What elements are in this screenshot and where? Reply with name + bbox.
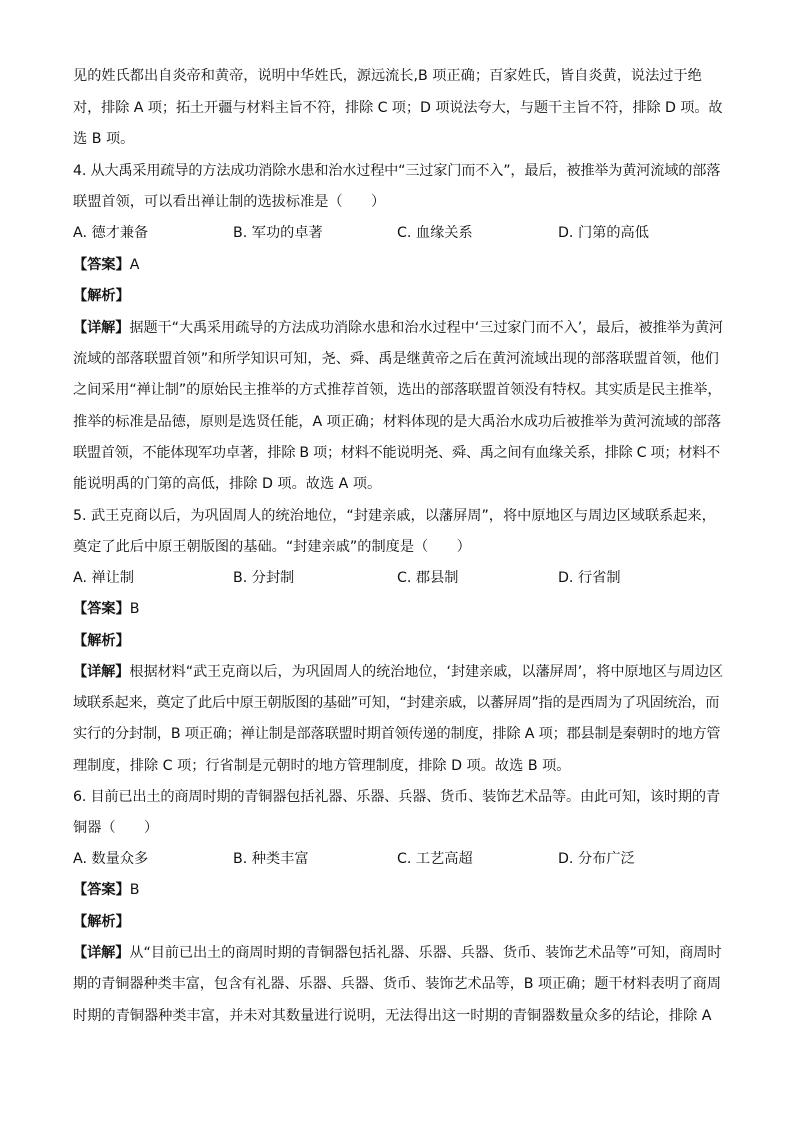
text-line: 联盟首领，不能体现军功卓著，排除 B 项；材料不能说明尧、舜、禹之间有血缘关系，排除 C 项；材料不: [73, 445, 720, 461]
text-line: 实行的分封制，B 项正确；禅让制是部落联盟时期首领传递的制度，排除 A 项；郡县制是秦朝时的地方管: [73, 726, 721, 742]
question-4-stem: 4. 从大禹采用疏导的方法成功消除水患和治水过程中“三过家门而不入”，最后，被推举为黄河流域的部落: [73, 163, 721, 179]
question-6-analysis-tag: [73, 912, 130, 932]
question-4-option-b: B. 军功的卓著: [233, 225, 323, 241]
question-4-answer: [73, 255, 139, 275]
analysis-tag: 【解析】: [73, 288, 130, 304]
question-5-option-c: C. 郡县制: [397, 570, 459, 586]
question-5-analysis-tag: [73, 631, 130, 651]
detail-text: 从“目前已出土的商周时期的青铜器包括礼器、乐器、兵器、货币、装饰艺术品等”可知，商周时: [129, 945, 722, 961]
text-line: 域联系起来，奠定了此后中原王朝版图的基础”可知，“封建亲戚，以蕃屏周”指的是西周为了巩固统治，而: [73, 695, 720, 711]
answer-value: A: [129, 257, 140, 273]
answer-value: B: [129, 601, 140, 617]
text-line: 见的姓氏都出自炎帝和黄帝，说明中华姓氏，源远流长,B 项正确；百家姓氏，皆自炎黄，说法过于绝: [73, 68, 702, 84]
text-line: 对，排除 A 项；拓土开疆与材料主旨不符，排除 C 项；D 项说法夸大，与题干主旨不符，排除 D 项。故: [73, 100, 723, 116]
question-4-option-c: C. 血缘关系: [397, 225, 473, 241]
question-5-stem: 奠定了此后中原王朝版图的基础。“封建亲戚”的制度是（ ）: [73, 539, 471, 555]
question-5-detail: [73, 662, 723, 682]
question-6-answer: [73, 880, 140, 900]
text-line: 理制度，排除 C 项；行省制是元朝时的地方管理制度，排除 D 项。故选 B 项。: [73, 758, 571, 774]
question-5-stem: 5. 武王克商以后，为巩固周人的统治地位，“封建亲戚，以藩屏周”，将中原地区与周边区域联系起来，: [73, 508, 716, 524]
text-line: 能说明禹的门第的高低，排除 D 项。故选 A 项。: [73, 476, 382, 492]
question-4-option-a: A. 德才兼备: [73, 225, 149, 241]
question-6-option-d: D. 分布广泛: [558, 851, 635, 867]
detail-tag: 【详解】: [73, 664, 130, 680]
question-6-stem: 6. 目前已出土的商周时期的青铜器包括礼器、乐器、兵器、货币、装饰艺术品等。由此可知，该时期的青: [73, 789, 720, 805]
text-line: 流域的部落联盟首领”和所学知识可知，尧、舜、禹是继黄帝之后在黄河流域出现的部落联盟首领，他们: [73, 351, 719, 367]
question-5-option-a: A. 禅让制: [73, 570, 135, 586]
detail-text: 据题干“大禹采用疏导的方法成功消除水患和治水过程中‘三过家门而不入’，最后，被推举为黄河: [129, 320, 724, 336]
answer-tag: 【答案】: [73, 257, 130, 273]
text-line: 之间采用“禅让制”的原始民主推举的方式推荐首领，选出的部落联盟首领没有特权。其实质是民主推举，: [73, 382, 722, 398]
answer-tag: 【答案】: [73, 882, 130, 898]
question-4-stem: 联盟首领，可以看出禅让制的选拔标准是（ ）: [73, 194, 386, 210]
text-line: 期的青铜器种类丰富，包含有礼器、乐器、兵器、货币、装饰艺术品等，B 项正确；题干材料表明了商周: [73, 976, 721, 992]
question-6-option-a: A. 数量众多: [73, 851, 149, 867]
detail-tag: 【详解】: [73, 320, 130, 336]
question-5-option-b: B. 分封制: [233, 570, 295, 586]
text-line: 推举的标准是品德，原则是选贤任能，A 项正确；材料体现的是大禹治水成功后被推举为黄河流域的部落: [73, 414, 721, 430]
question-4-analysis-tag: [73, 286, 130, 306]
analysis-tag: 【解析】: [73, 633, 130, 649]
question-6-stem: 铜器（ ）: [73, 820, 159, 836]
question-5-option-d: D. 行省制: [558, 570, 621, 586]
detail-tag: 【详解】: [73, 945, 130, 961]
question-6-option-b: B. 种类丰富: [233, 851, 309, 867]
question-5-answer: [73, 599, 140, 619]
answer-tag: 【答案】: [73, 601, 130, 617]
answer-value: B: [129, 882, 140, 898]
text-line: 时期的青铜器种类丰富，并未对其数量进行说明，无法得出这一时期的青铜器数量众多的结论，排除 A: [73, 1008, 712, 1024]
text-line: 选 B 项。: [73, 131, 135, 147]
question-6-detail: [73, 943, 723, 963]
question-6-option-c: C. 工艺高超: [397, 851, 473, 867]
question-4-option-d: D. 门第的高低: [558, 225, 649, 241]
detail-text: 根据材料“武王克商以后，为巩固周人的统治地位，‘封建亲戚，以藩屏周’，将中原地区与周边区: [129, 664, 724, 680]
analysis-tag: 【解析】: [73, 914, 130, 930]
question-4-detail: [73, 318, 723, 338]
